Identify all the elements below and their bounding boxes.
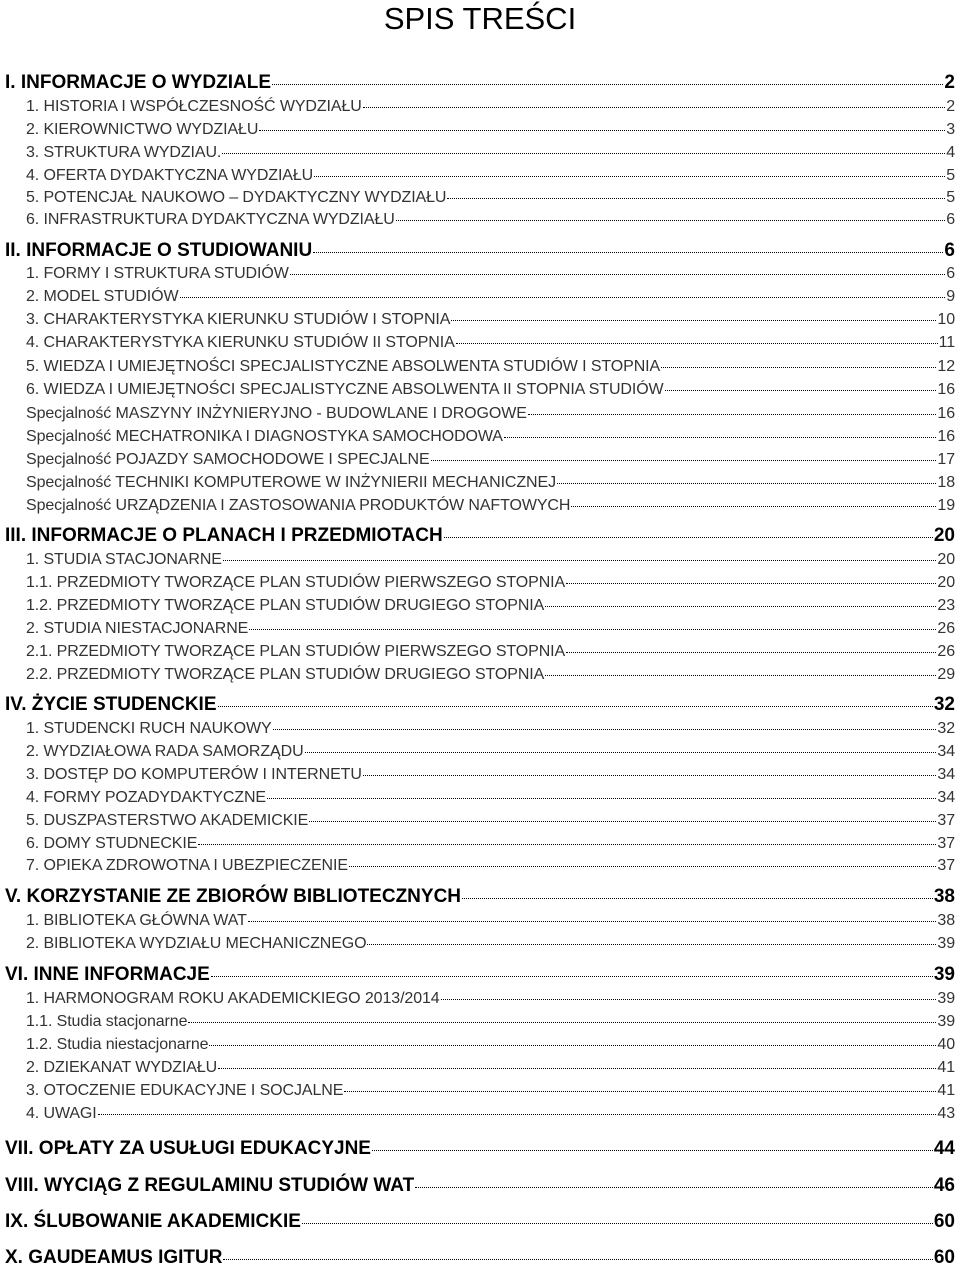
dot-leader <box>349 866 936 867</box>
toc-entry[interactable] <box>0 812 960 830</box>
dot-leader <box>363 107 945 108</box>
dot-leader <box>451 320 936 321</box>
toc-entry-page-number: 34 <box>937 743 955 760</box>
dot-leader <box>249 629 936 630</box>
toc-entry[interactable] <box>0 666 960 684</box>
toc-entry[interactable] <box>0 1105 960 1123</box>
toc-section-entry[interactable] <box>0 886 960 908</box>
dot-leader <box>267 798 936 799</box>
toc-entry-label: 1. STUDIA STACJONARNE <box>26 551 222 568</box>
dot-leader <box>557 483 936 484</box>
toc-entry-label: 1.2. Studia niestacjonarne <box>26 1036 209 1053</box>
dot-leader <box>305 752 937 753</box>
dot-leader <box>218 706 933 707</box>
toc-entry[interactable] <box>0 835 960 853</box>
toc-entry-page-number: 34 <box>937 766 955 783</box>
toc-entry-page-number: 9 <box>946 288 955 305</box>
toc-entry-label: 1.1. Studia stacjonarne <box>26 1013 188 1030</box>
dot-leader <box>456 343 938 344</box>
toc-entry-label: 4. FORMY POZADYDAKTYCZNE <box>26 789 267 806</box>
dot-leader <box>566 583 936 584</box>
dot-leader <box>462 898 933 899</box>
toc-entry-page-number: 44 <box>933 1138 955 1159</box>
toc-entry[interactable] <box>0 334 960 352</box>
dot-leader <box>188 1022 936 1023</box>
toc-entry-label: II. INFORMACJE O STUDIOWANIU <box>5 240 313 261</box>
toc-entry[interactable] <box>0 643 960 661</box>
toc-entry-page-number: 32 <box>937 720 955 737</box>
toc-entry-label: 5. DUSZPASTERSTWO AKADEMICKIE <box>26 812 309 829</box>
toc-entry[interactable] <box>0 720 960 738</box>
toc-entry[interactable] <box>0 265 960 283</box>
toc-entry[interactable] <box>0 1036 960 1054</box>
toc-entry[interactable] <box>0 990 960 1008</box>
toc-entry-label: 1.1. PRZEDMIOTY TWORZĄCE PLAN STUDIÓW PIERWSZEGO STOPNIA <box>26 574 566 591</box>
dot-leader <box>180 297 946 298</box>
toc-entry[interactable] <box>0 497 960 515</box>
dot-leader <box>545 606 936 607</box>
toc-entry-label: 2.1. PRZEDMIOTY TWORZĄCE PLAN STUDIÓW PIERWSZEGO STOPNIA <box>26 643 566 660</box>
toc-entry-page-number: 6 <box>946 265 955 282</box>
dot-leader <box>447 198 945 199</box>
dot-leader <box>367 944 936 945</box>
toc-entry-page-number: 32 <box>933 694 955 715</box>
toc-section-entry[interactable] <box>0 964 960 986</box>
toc-section-entry[interactable] <box>0 1138 960 1160</box>
toc-entry-label: 6. WIEDZA I UMIEJĘTNOŚCI SPECJALISTYCZNE ABSOLWENTA II STOPNIA STUDIÓW <box>26 381 664 398</box>
dot-leader <box>248 921 937 922</box>
toc-entry-page-number: 40 <box>937 1036 955 1053</box>
toc-entry-page-number: 6 <box>946 211 955 228</box>
toc-entry-page-number: 4 <box>946 144 955 161</box>
toc-entry-label: 2. DZIEKANAT WYDZIAŁU <box>26 1059 218 1076</box>
toc-entry-label: X. GAUDEAMUS IGITUR <box>5 1247 223 1268</box>
toc-entry-page-number: 38 <box>933 886 955 907</box>
dot-leader <box>309 821 936 822</box>
toc-entry-page-number: 26 <box>937 620 955 637</box>
dot-leader <box>566 652 936 653</box>
toc-entry-page-number: 39 <box>937 1013 955 1030</box>
toc-entry-page-number: 60 <box>933 1247 955 1268</box>
toc-entry-page-number: 60 <box>933 1211 955 1232</box>
toc-entry-page-number: 20 <box>937 574 955 591</box>
toc-entry-page-number: 16 <box>937 381 955 398</box>
dot-leader <box>444 537 933 538</box>
toc-entry-label: 5. POTENCJAŁ NAUKOWO – DYDAKTYCZNY WYDZIAŁU <box>26 189 447 206</box>
dot-leader <box>396 220 945 221</box>
toc-entry[interactable] <box>0 288 960 306</box>
dot-leader <box>98 1114 937 1115</box>
toc-section-entry[interactable] <box>0 694 960 716</box>
toc-entry-page-number: 3 <box>946 121 955 138</box>
dot-leader <box>665 390 937 391</box>
dot-leader <box>363 775 937 776</box>
toc-entry-label: 2.2. PRZEDMIOTY TWORZĄCE PLAN STUDIÓW DRUGIEGO STOPNIA <box>26 666 545 683</box>
toc-entry[interactable] <box>0 121 960 139</box>
toc-entry-label: 6. DOMY STUDNECKIE <box>26 835 198 852</box>
toc-entry-page-number: 37 <box>937 857 955 874</box>
dot-leader <box>415 1187 933 1188</box>
toc-section-entry[interactable] <box>0 525 960 547</box>
toc-entry[interactable] <box>0 311 960 329</box>
toc-section-entry[interactable] <box>0 1247 960 1269</box>
toc-entry-page-number: 16 <box>937 428 955 445</box>
toc-entry-page-number: 17 <box>937 451 955 468</box>
toc-entry-label: 6. INFRASTRUKTURA DYDAKTYCZNA WYDZIAŁU <box>26 211 395 228</box>
toc-section-entry[interactable] <box>0 1175 960 1197</box>
toc-entry-page-number: 41 <box>937 1059 955 1076</box>
toc-entry[interactable] <box>0 358 960 376</box>
toc-entry[interactable] <box>0 381 960 399</box>
toc-entry-label: VII. OPŁATY ZA USUŁUGI EDUKACYJNE <box>5 1138 371 1159</box>
toc-entry[interactable] <box>0 211 960 229</box>
toc-entry-label: 2. BIBLIOTEKA WYDZIAŁU MECHANICZNEGO <box>26 935 367 952</box>
toc-entry[interactable] <box>0 1082 960 1100</box>
toc-entry-page-number: 6 <box>944 240 955 261</box>
dot-leader <box>302 1223 933 1224</box>
toc-entry[interactable] <box>0 620 960 638</box>
toc-entry-page-number: 10 <box>937 311 955 328</box>
dot-leader <box>545 675 936 676</box>
toc-entry-label: 1. BIBLIOTEKA GŁÓWNA WAT <box>26 912 247 929</box>
toc-entry[interactable] <box>0 167 960 185</box>
toc-entry-page-number: 19 <box>937 497 955 514</box>
toc-entry-page-number: 23 <box>937 597 955 614</box>
toc-section-entry[interactable] <box>0 72 960 94</box>
dot-leader <box>209 1045 936 1046</box>
toc-entry[interactable] <box>0 98 960 116</box>
dot-leader <box>314 176 945 177</box>
toc-entry-label: 1. STUDENCKI RUCH NAUKOWY <box>26 720 272 737</box>
dot-leader <box>661 367 936 368</box>
toc-entry[interactable] <box>0 857 960 875</box>
toc-entry[interactable] <box>0 551 960 569</box>
toc-entry-page-number: 12 <box>937 358 955 375</box>
toc-entry-label: 3. STRUKTURA WYDZIAU. <box>26 144 222 161</box>
toc-entry-page-number: 37 <box>937 835 955 852</box>
toc-entry-page-number: 43 <box>937 1105 955 1122</box>
toc-entry-label: Specjalność MECHATRONIKA I DIAGNOSTYKA SAMOCHODOWA <box>26 428 503 445</box>
toc-entry-label: 2. STUDIA NIESTACJONARNE <box>26 620 249 637</box>
toc-entry[interactable] <box>0 1059 960 1077</box>
toc-entry-label: 3. CHARAKTERYSTYKA KIERUNKU STUDIÓW I STOPNIA <box>26 311 451 328</box>
toc-entry-page-number: 46 <box>933 1175 955 1196</box>
toc-entry-label: 4. CHARAKTERYSTYKA KIERUNKU STUDIÓW II STOPNIA <box>26 334 455 351</box>
toc-entry-page-number: 2 <box>946 98 955 115</box>
toc-entry-label: Specjalność TECHNIKI KOMPUTEROWE W INŻYNIERII MECHANICZNEJ <box>26 474 556 491</box>
dot-leader <box>222 153 945 154</box>
toc-entry[interactable] <box>0 597 960 615</box>
toc-entry-label: 7. OPIEKA ZDROWOTNA I UBEZPIECZENIE <box>26 857 348 874</box>
toc-entry-page-number: 11 <box>938 334 955 351</box>
dot-leader <box>504 437 937 438</box>
toc-entry-label: 1.2. PRZEDMIOTY TWORZĄCE PLAN STUDIÓW DRUGIEGO STOPNIA <box>26 597 545 614</box>
toc-entry-label: I. INFORMACJE O WYDZIALE <box>5 72 271 93</box>
toc-entry-page-number: 2 <box>944 72 955 93</box>
toc-entry-page-number: 39 <box>937 935 955 952</box>
toc-entry-page-number: 38 <box>937 912 955 929</box>
toc-entry[interactable] <box>0 405 960 423</box>
toc-entry-label: 5. WIEDZA I UMIEJĘTNOŚCI SPECJALISTYCZNE ABSOLWENTA STUDIÓW I STOPNIA <box>26 358 661 375</box>
toc-entry-label: 3. DOSTĘP DO KOMPUTERÓW I INTERNETU <box>26 766 362 783</box>
toc-entry-page-number: 20 <box>937 551 955 568</box>
toc-entry-page-number: 5 <box>946 167 955 184</box>
toc-entry-label: V. KORZYSTANIE ZE ZBIORÓW BIBLIOTECZNYCH <box>5 886 462 907</box>
toc-entry-label: 1. FORMY I STRUKTURA STUDIÓW <box>26 265 289 282</box>
dot-leader <box>571 506 936 507</box>
toc-entry-page-number: 39 <box>933 964 955 985</box>
toc-entry-label: IX. ŚLUBOWANIE AKADEMICKIE <box>5 1211 301 1232</box>
dot-leader <box>259 130 945 131</box>
dot-leader <box>344 1091 936 1092</box>
toc-entry-page-number: 34 <box>937 789 955 806</box>
page-title: SPIS TREŚCI <box>383 1 577 36</box>
dot-leader <box>313 252 943 253</box>
toc-entry-label: 2. WYDZIAŁOWA RADA SAMORZĄDU <box>26 743 304 760</box>
toc-entry[interactable] <box>0 789 960 807</box>
toc-entry-page-number: 18 <box>937 474 955 491</box>
toc-entry[interactable] <box>0 574 960 592</box>
toc-entry-label: 2. MODEL STUDIÓW <box>26 288 179 305</box>
toc-entry[interactable] <box>0 189 960 207</box>
toc-entry-label: III. INFORMACJE O PLANACH I PRZEDMIOTACH <box>5 525 443 546</box>
toc-entry-label: 4. UWAGI <box>26 1105 97 1122</box>
dot-leader <box>273 729 937 730</box>
toc-entry-label: IV. ŻYCIE STUDENCKIE <box>5 694 217 715</box>
dot-leader <box>223 560 937 561</box>
toc-entry-label: Specjalność URZĄDZENIA I ZASTOSOWANIA PRODUKTÓW NAFTOWYCH <box>26 497 571 514</box>
toc-entry-page-number: 26 <box>937 643 955 660</box>
dot-leader <box>441 999 937 1000</box>
toc-entry-page-number: 37 <box>937 812 955 829</box>
dot-leader <box>218 1068 936 1069</box>
toc-entry[interactable] <box>0 1013 960 1031</box>
toc-entry-page-number: 16 <box>937 405 955 422</box>
toc-entry[interactable] <box>0 935 960 953</box>
toc-entry-label: Specjalność MASZYNY INŻYNIERYJNO - BUDOWLANE I DROGOWE <box>26 405 527 422</box>
toc-entry[interactable] <box>0 451 960 469</box>
toc-section-entry[interactable] <box>0 240 960 262</box>
toc-entry[interactable] <box>0 428 960 446</box>
dot-leader <box>272 84 943 85</box>
dot-leader <box>223 1259 932 1260</box>
toc-entry-page-number: 20 <box>933 525 955 546</box>
toc-entry-label: Specjalność POJAZDY SAMOCHODOWE I SPECJALNE <box>26 451 430 468</box>
toc-entry-label: 1. HISTORIA I WSPÓŁCZESNOŚĆ WYDZIAŁU <box>26 98 362 115</box>
dot-leader <box>290 274 945 275</box>
toc-entry-page-number: 41 <box>937 1082 955 1099</box>
toc-section-entry[interactable] <box>0 1211 960 1233</box>
toc-entry-label: VI. INNE INFORMACJE <box>5 964 210 985</box>
toc-entry-page-number: 5 <box>946 189 955 206</box>
toc-entry[interactable] <box>0 912 960 930</box>
toc-entry[interactable] <box>0 743 960 761</box>
toc-entry[interactable] <box>0 766 960 784</box>
toc-entry[interactable] <box>0 474 960 492</box>
dot-leader <box>528 414 937 415</box>
toc-entry-label: 3. OTOCZENIE EDUKACYJNE I SOCJALNE <box>26 1082 344 1099</box>
toc-entry[interactable] <box>0 144 960 162</box>
toc-entry-label: 4. OFERTA DYDAKTYCZNA WYDZIAŁU <box>26 167 314 184</box>
toc-entry-page-number: 29 <box>937 666 955 683</box>
dot-leader <box>372 1150 933 1151</box>
dot-leader <box>431 460 937 461</box>
dot-leader <box>198 844 936 845</box>
toc-entry-page-number: 39 <box>937 990 955 1007</box>
toc-entry-label: VIII. WYCIĄG Z REGULAMINU STUDIÓW WAT <box>5 1175 415 1196</box>
dot-leader <box>211 976 933 977</box>
toc-entry-label: 1. HARMONOGRAM ROKU AKADEMICKIEGO 2013/2014 <box>26 990 440 1007</box>
toc-entry-label: 2. KIEROWNICTWO WYDZIAŁU <box>26 121 259 138</box>
